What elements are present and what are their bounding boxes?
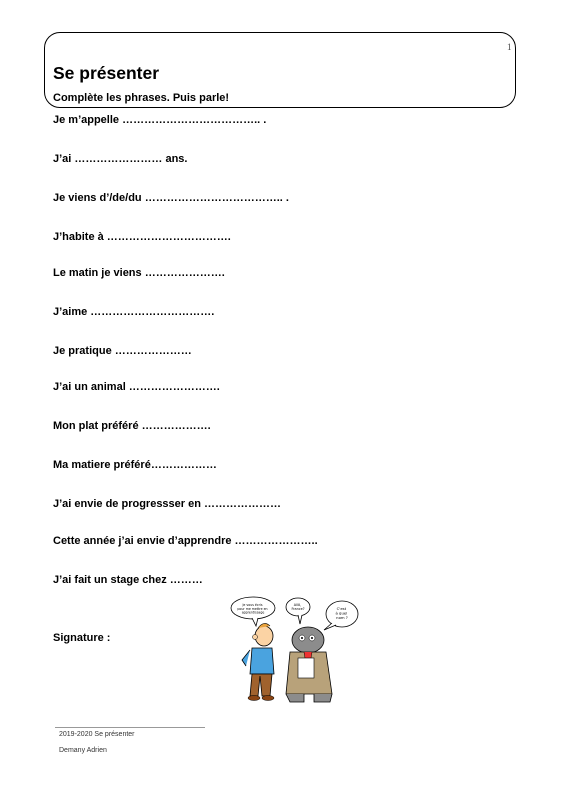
sentence-line: Le matin je viens …………………. [53,267,225,279]
boy-figure [242,623,274,700]
sentence-line: Ma matiere préféré……………… [53,459,217,471]
cat-figure [286,627,332,702]
sentence-line: J’ai un animal ……………………. [53,381,220,393]
footer-course: 2019-2020 Se présenter [59,731,135,738]
instructions: Complète les phrases. Puis parle! [53,92,230,104]
svg-text:Allô, France?: Allô, France? [291,603,305,611]
sentence-line: Mon plat préféré ………………. [53,420,211,432]
speech-bubble-right [324,601,358,630]
svg-text:C'est à quel nom ?: C'est à quel nom ? [335,606,348,620]
sentence-line: J’ai envie de progressser en ………………… [53,498,282,510]
sentence-line: Je pratique ………………… [53,345,192,357]
cartoon-illustration [228,596,364,704]
footer-divider [55,727,205,728]
footer-author: Demany Adrien [59,747,107,754]
sentence-line: Je viens d’/de/du ……………………………….. . [53,192,289,204]
speech-bubble-left [231,597,275,626]
signature-label: Signature : [53,632,111,644]
sentence-line: J’ai …………………… ans. [53,153,188,165]
sentence-line: Je m’appelle ……………………………….. . [53,114,267,126]
sentence-line: J’ai fait un stage chez ……… [53,574,203,586]
page-number: 1 [507,42,512,52]
sentence-line: J’habite à ……………………………. [53,231,231,243]
sentence-line: J’aime ……………………………. [53,306,215,318]
svg-text:Je vous écris pour me me: Je vous écris pour me mettre en apprentissage [237,603,268,615]
speech-bubble-middle [286,598,310,624]
sentence-line: Cette année j’ai envie d’apprendre ………………….. [53,535,318,547]
page-title: Se présenter [53,63,160,83]
